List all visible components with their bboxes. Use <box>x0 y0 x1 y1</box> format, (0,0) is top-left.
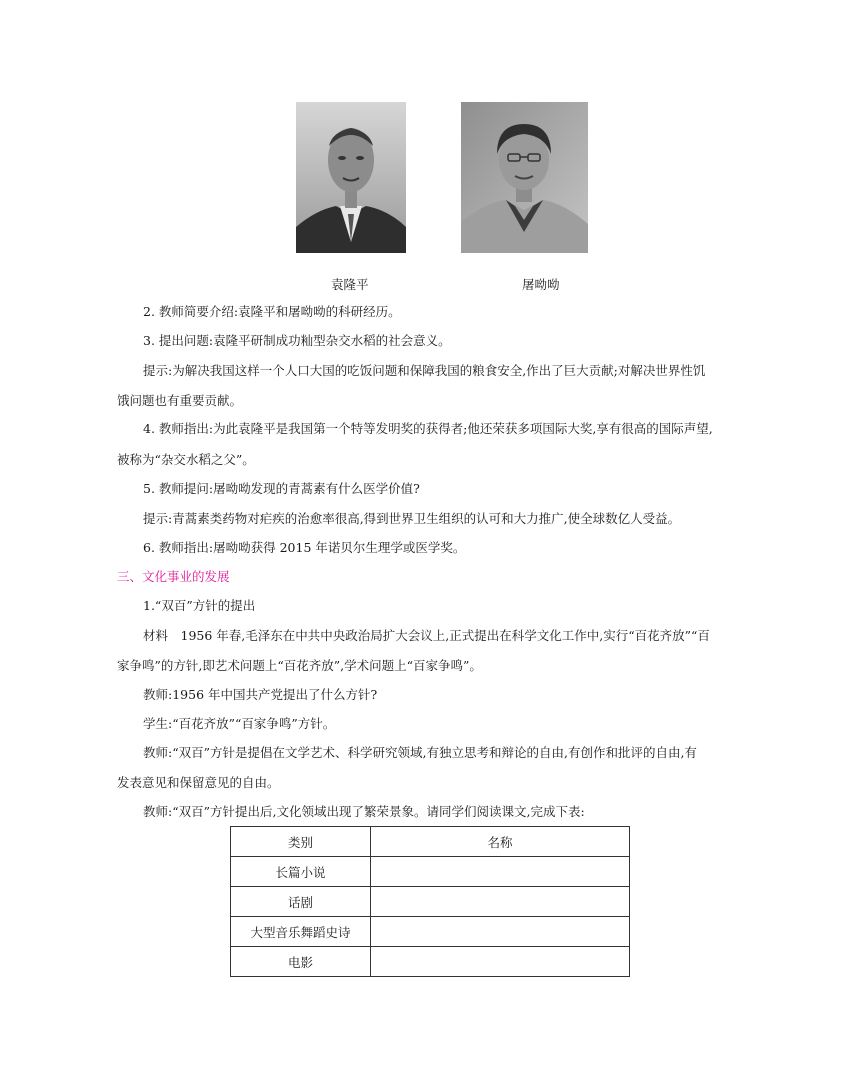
table-cell-category: 电影 <box>231 947 371 977</box>
hint-1-line-1: 提示:为解决我国这样一个人口大国的吃饭问题和保障我国的粮食安全,作出了巨大贡献;对解决世界性饥 <box>143 363 706 378</box>
table-header-name: 名称 <box>371 827 630 857</box>
material-line-2: 家争鸣”的方针,即艺术问题上“百花齐放”,学术问题上“百家争鸣”。 <box>117 658 482 673</box>
teacher-question: 教师:1956 年中国共产党提出了什么方针? <box>143 687 378 702</box>
portrait-photo-left <box>296 102 406 253</box>
hint-2: 提示:青蒿素类药物对疟疾的治愈率很高,得到世界卫生组织的认可和大力推广,使全球数亿人受益。 <box>143 511 681 526</box>
table-row <box>231 947 630 977</box>
paragraph-6: 6. 教师指出:屠呦呦获得 2015 年诺贝尔生理学或医学奖。 <box>143 540 466 555</box>
subheading-shuangbai: 1.“双百”方针的提出 <box>143 598 256 613</box>
portrait-photo-right <box>461 102 588 253</box>
section-heading: 三、文化事业的发展 <box>117 569 230 584</box>
table-header-category: 类别 <box>231 827 371 857</box>
table-cell-name <box>371 857 630 887</box>
table-header-row <box>231 827 630 857</box>
table-cell-category: 话剧 <box>231 887 371 917</box>
teacher-explain-line-2: 发表意见和保留意见的自由。 <box>117 775 280 790</box>
paragraph-3: 3. 提出问题:袁隆平研制成功籼型杂交水稻的社会意义。 <box>143 333 451 348</box>
caption-left: 袁隆平 <box>331 277 369 292</box>
material-line-1: 材料 1956 年春,毛泽东在中共中央政治局扩大会议上,正式提出在科学文化工作中,实行“百花齐放”“百 <box>143 628 710 643</box>
table-row <box>231 887 630 917</box>
table-cell-name <box>371 917 630 947</box>
paragraph-5: 5. 教师提问:屠呦呦发现的青蒿素有什么医学价值? <box>143 481 420 496</box>
caption-right: 屠呦呦 <box>522 277 560 292</box>
table-cell-category: 长篇小说 <box>231 857 371 887</box>
table-row <box>231 917 630 947</box>
paragraph-4-line-1: 4. 教师指出:为此袁隆平是我国第一个特等发明奖的获得者;他还荣获多项国际大奖,享有很高的国际声望, <box>143 421 713 436</box>
table-cell-name <box>371 947 630 977</box>
table-cell-name <box>371 887 630 917</box>
hint-1-line-2: 饿问题也有重要贡献。 <box>117 393 243 408</box>
paragraph-2: 2. 教师简要介绍:袁隆平和屠呦呦的科研经历。 <box>143 304 401 319</box>
paragraph-4-line-2: 被称为“杂交水稻之父”。 <box>117 452 255 467</box>
table-row <box>231 857 630 887</box>
teacher-instruction: 教师:“双百”方针提出后,文化领域出现了繁荣景象。请同学们阅读课文,完成下表: <box>143 804 585 819</box>
table-cell-category: 大型音乐舞蹈史诗 <box>231 917 371 947</box>
teacher-explain-line-1: 教师:“双百”方针是提倡在文学艺术、科学研究领域,有独立思考和辩论的自由,有创作和批评的自由,有 <box>143 745 697 760</box>
fill-in-table <box>230 826 630 977</box>
student-answer: 学生:“百花齐放”“百家争鸣”方针。 <box>143 716 336 731</box>
